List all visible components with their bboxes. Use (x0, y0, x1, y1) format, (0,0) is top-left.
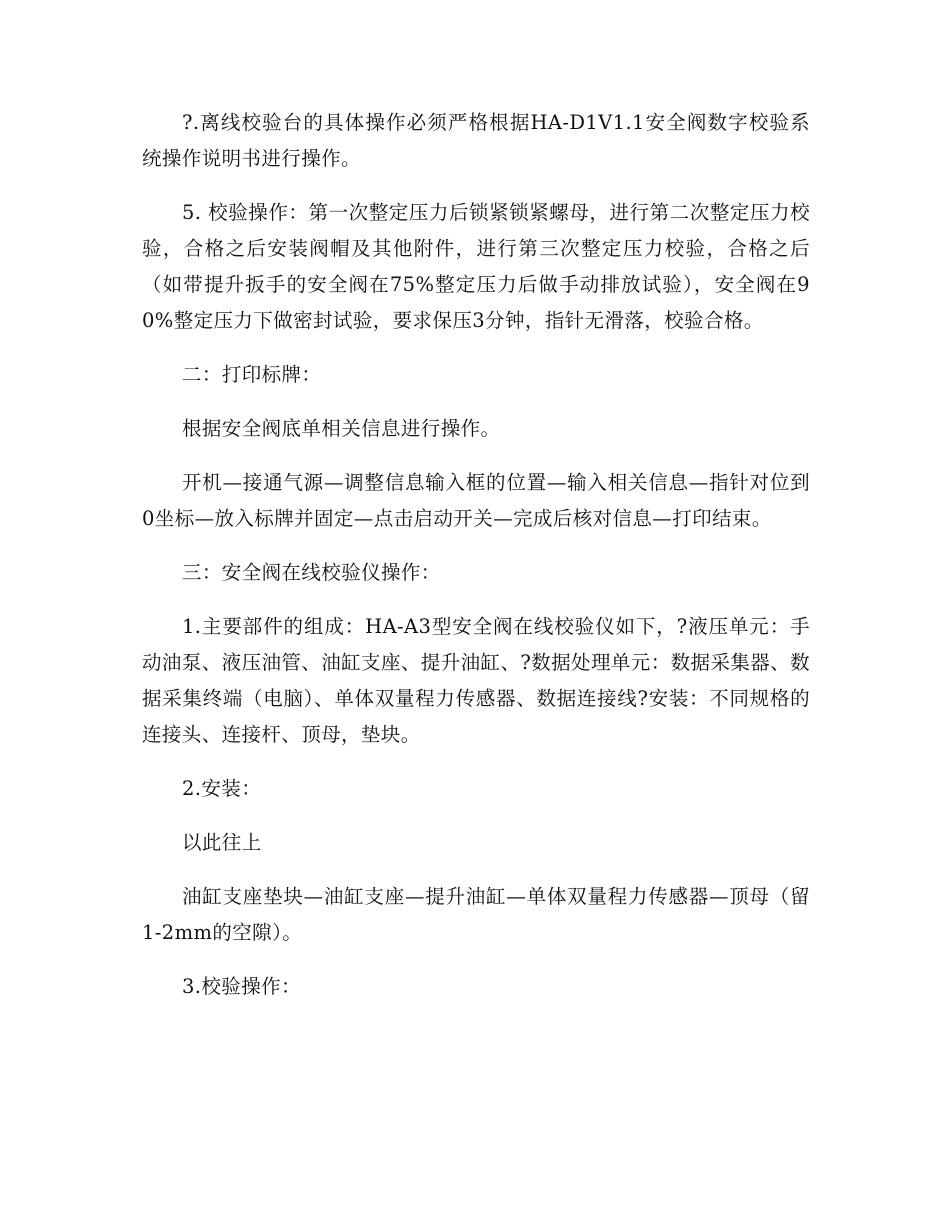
paragraph-nameplate-info: 根据安全阀底单相关信息进行操作。 (182, 417, 501, 440)
paragraph-calibration-operation: 5. 校验操作：第一次整定压力后锁紧锁紧螺母，进行第二次整定压力校验，合格之后安装阀帽及其他附件，进行第三次整定压力校验，合格之后（如带提升扳手的安全阀在75%整定压力后做手动排放试验），安全阀在90%整定压力下做密封试验，要求保压3分钟，指针无滑落，校验合格。 (142, 201, 810, 332)
paragraph-offline-test-bench: ?.离线校验台的具体操作必须严格根据HA-D1V1.1安全阀数字校验系统操作说明书进行操作。 (142, 111, 810, 170)
paragraph-main-components: 1.主要部件的组成：HA-A3型安全阀在线校验仪如下，?液压单元：手动油泵、液压油管、油缸支座、提升油缸、?数据处理单元：数据采集器、数据采集终端（电脑）、单体双量程力传感器、数据连接线?安装：不同规格的连接头、连接杆、顶母，垫块。 (142, 615, 810, 746)
heading-online-calibrator: 三：安全阀在线校验仪操作： (182, 561, 441, 584)
heading-installation: 2.安装： (182, 777, 262, 800)
heading-calibration-operation: 3.校验操作： (182, 975, 301, 998)
paragraph-print-steps: 开机—接通气源—调整信息输入框的位置—输入相关信息—指针对位到0坐标—放入标牌并固定—点击启动开关—完成后核对信息—打印结束。 (142, 471, 810, 530)
heading-print-nameplate: 二：打印标牌： (182, 363, 322, 386)
document-body (142, 105, 810, 1023)
paragraph-upward-order: 以此往上 (182, 831, 262, 854)
paragraph-installation-steps: 油缸支座垫块—油缸支座—提升油缸—单体双量程力传感器—顶母（留1-2mm的空隙）。 (142, 885, 810, 944)
